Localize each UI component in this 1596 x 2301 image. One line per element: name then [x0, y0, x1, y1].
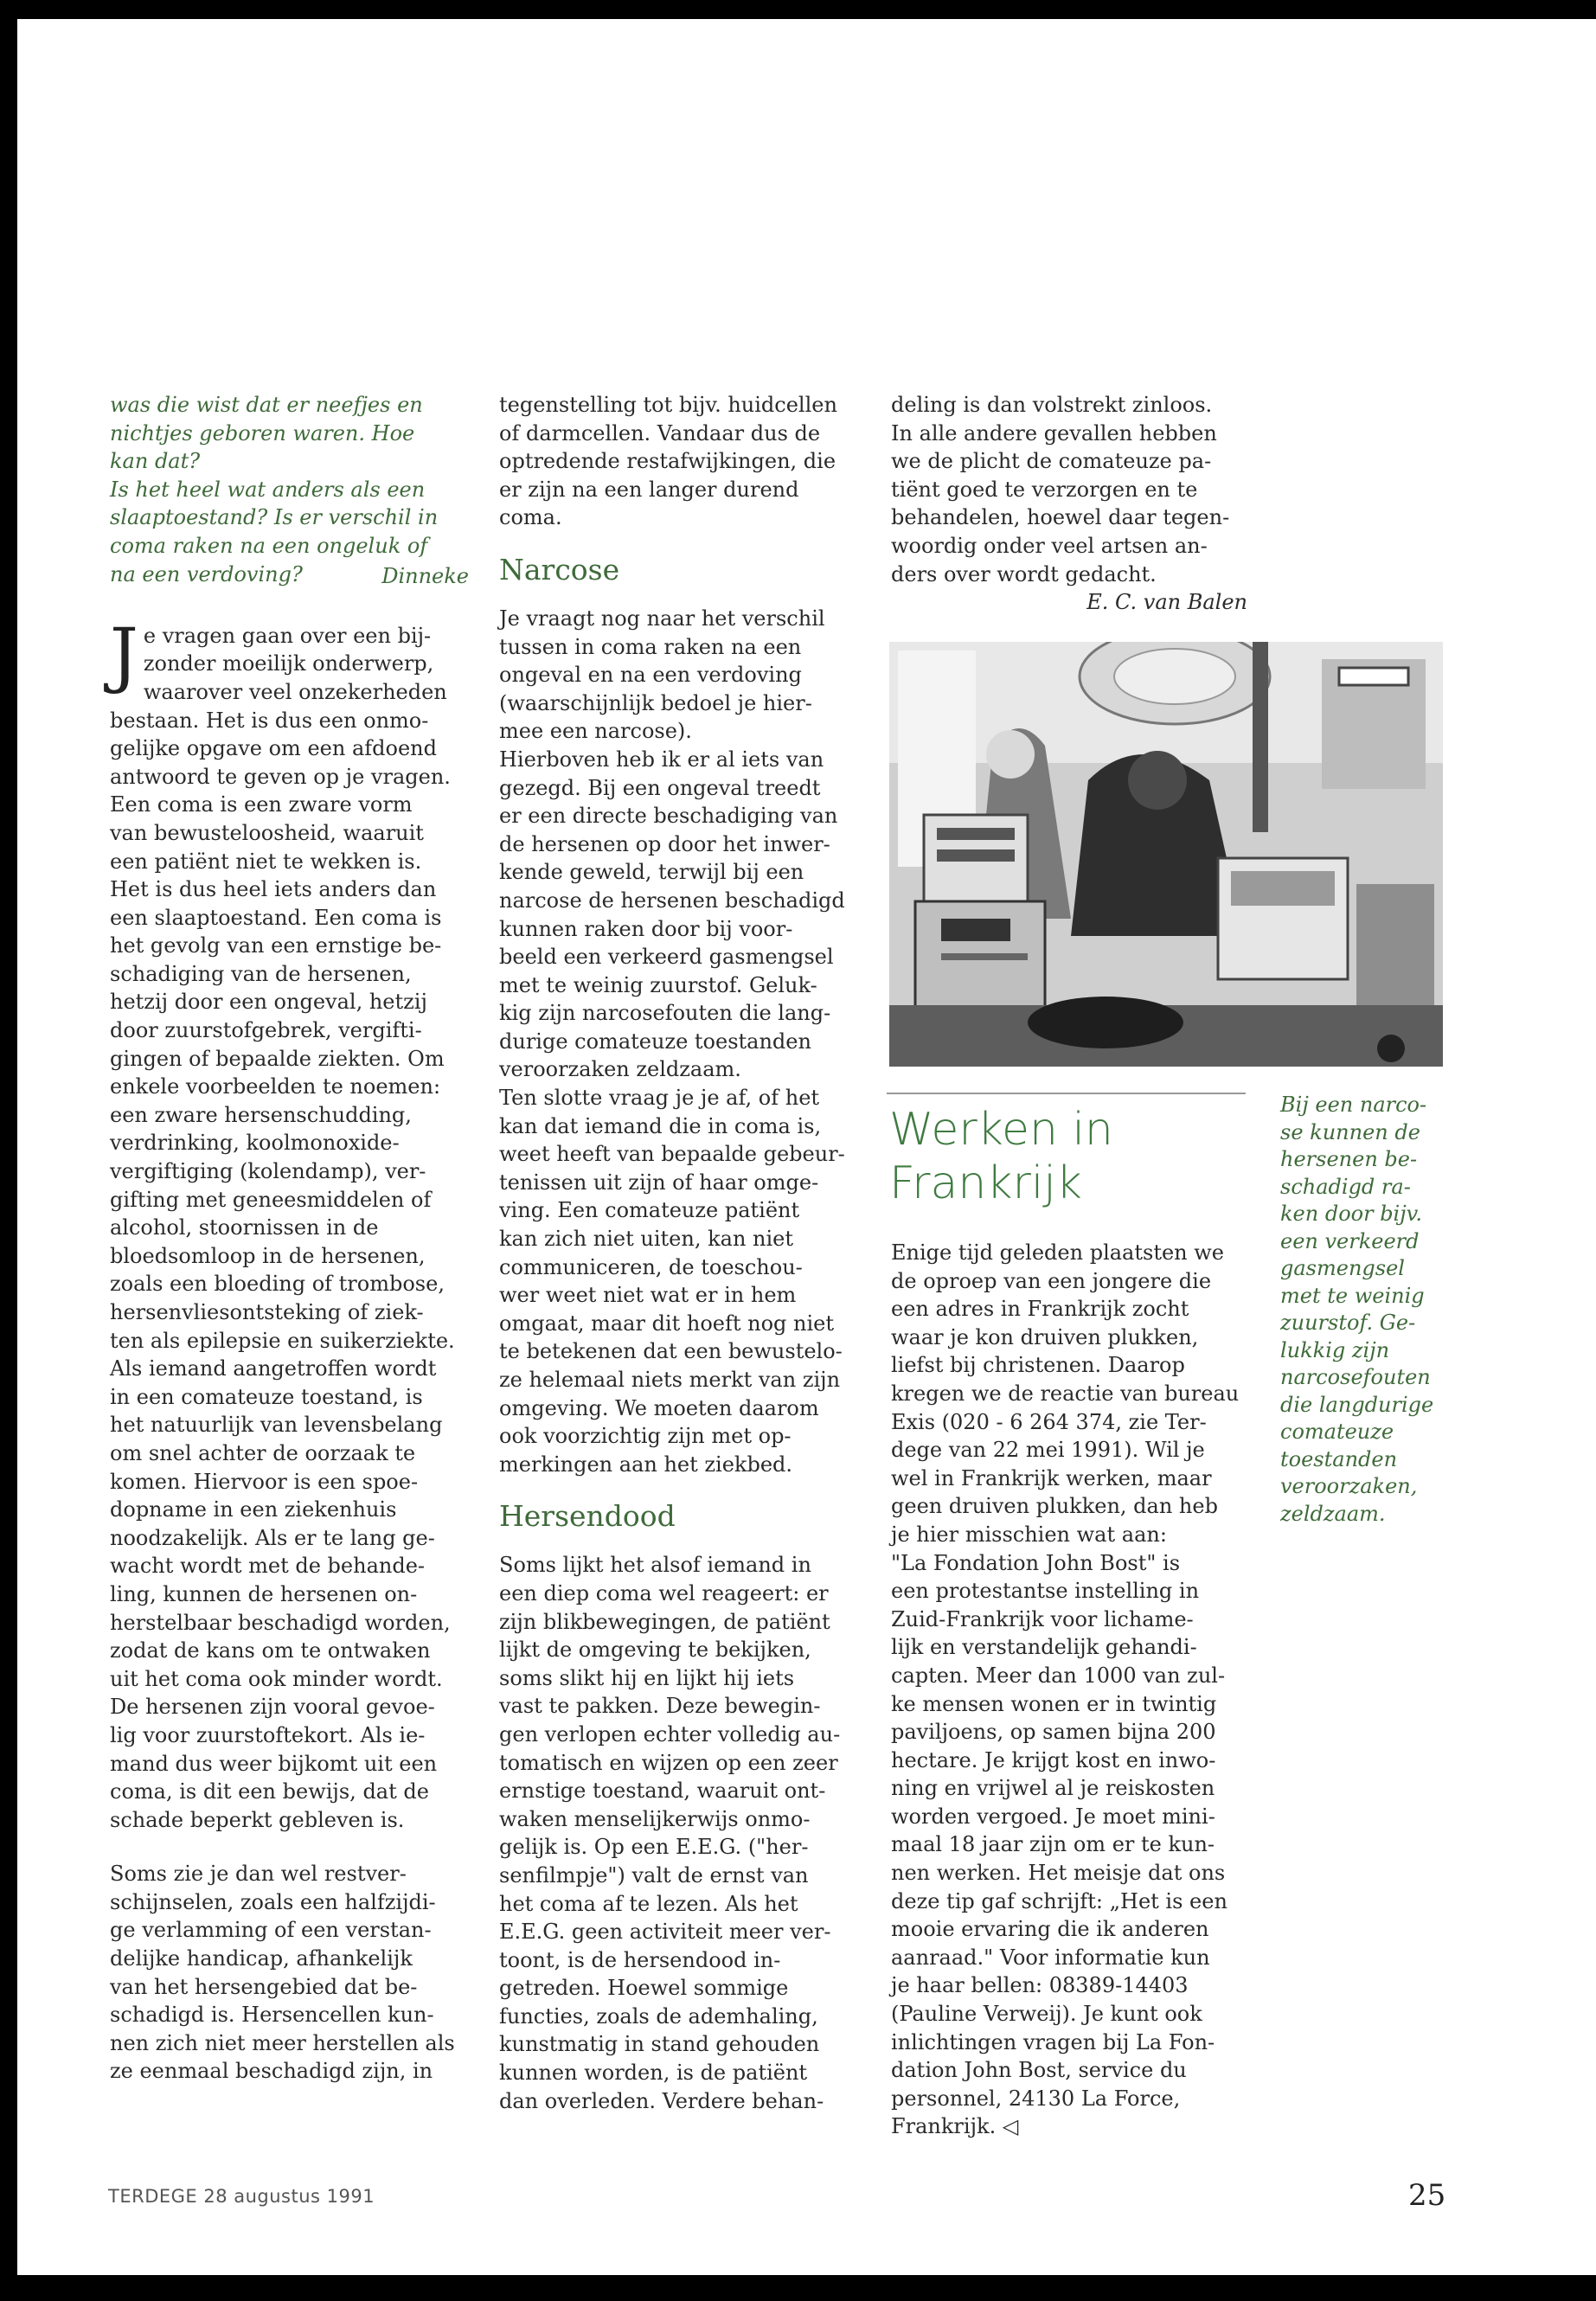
body-line: alcohol, stoornissen in de — [110, 1215, 379, 1240]
body-line: weet heeft van bepaalde gebeur- — [499, 1142, 845, 1167]
body-line: Je vraagt nog naar het verschil — [499, 606, 825, 631]
body-line: je haar bellen: 08389-14403 — [891, 1973, 1189, 1998]
operating-room-photo — [889, 642, 1443, 1067]
caption-line: zeldzaam. — [1280, 1501, 1386, 1526]
body-line: een slaaptoestand. Een coma is — [110, 905, 442, 930]
body-line: behandelen, hoewel daar tegen- — [891, 505, 1230, 530]
reader-signature: Dinneke — [381, 564, 469, 589]
answer-body — [110, 613, 469, 1835]
body-line: Zuid-Frankrijk voor lichame- — [891, 1606, 1194, 1631]
body-line: om snel achter de oorzaak te — [110, 1440, 416, 1465]
body-line: mooie ervaring die ik anderen — [891, 1917, 1209, 1942]
body-line: tomatisch en wijzen op een zeer — [499, 1750, 838, 1775]
body-line: een patiënt niet te wekken is. — [110, 849, 422, 874]
body-line: Enige tijd geleden plaatsten we — [891, 1240, 1224, 1265]
body-line: communiceren, de toeschou- — [499, 1254, 803, 1279]
caption-line: toestanden — [1280, 1446, 1398, 1471]
body-line: zodat de kans om te ontwaken — [110, 1638, 431, 1663]
body-line: te betekenen dat een bewustelo- — [499, 1339, 843, 1364]
body-line: gelijk is. Op een E.E.G. ("her- — [499, 1835, 809, 1860]
body-line: kunstmatig in stand gehouden — [499, 2032, 820, 2057]
body-line: kan zich niet uiten, kan niet — [499, 1227, 794, 1252]
body-line: Soms lijkt het alsof iemand in — [499, 1553, 811, 1578]
body-line: (waarschijnlijk bedoel je hier- — [499, 690, 812, 715]
body-line: wel in Frankrijk werken, maar — [891, 1465, 1212, 1490]
body-line: met te weinig zuurstof. Geluk- — [499, 972, 817, 997]
body-line: Een coma is een zware vorm — [110, 792, 413, 817]
body-line: toont, is de hersendood in- — [499, 1947, 781, 1972]
body-line: er zijn na een langer durend — [499, 477, 799, 502]
body-line: het gevolg van een ernstige be- — [110, 933, 442, 958]
body-line: bestaan. Het is dus een onmo- — [110, 708, 429, 733]
body-line: soms slikt hij en lijkt hij iets — [499, 1665, 795, 1690]
body-line: tenissen uit zijn of haar omge- — [499, 1170, 819, 1195]
body-line: het natuurlijk van levensbelang — [110, 1413, 443, 1438]
body-line: ten als epilepsie en suikerziekte. — [110, 1328, 455, 1353]
body-line: paviljoens, op samen bijna 200 — [891, 1720, 1216, 1745]
article-headline: Werken in Frankrijk — [889, 1104, 1113, 1209]
body-line: de hersenen op door het inwer- — [499, 831, 830, 856]
body-line: verdrinking, koolmonoxide- — [110, 1131, 400, 1156]
intro-line: na een verdoving? — [110, 561, 303, 586]
body-line: kunnen raken door bij voor- — [499, 916, 793, 941]
caption-line: veroorzaken, — [1280, 1474, 1418, 1498]
body-line: Het is dus heel iets anders dan — [110, 877, 437, 902]
body-line: delijke handicap, afhankelijk — [110, 1946, 413, 1971]
caption-line: comateuze — [1280, 1420, 1394, 1444]
caption-line: schadigd ra- — [1280, 1174, 1411, 1199]
body-line: door zuurstofgebrek, vergifti- — [110, 1018, 422, 1043]
body-line: van bewusteloosheid, waaruit — [110, 820, 424, 845]
body-line: kig zijn narcosefouten die lang- — [499, 1001, 831, 1026]
caption-line: narcosefouten — [1280, 1365, 1431, 1389]
body-line: dege van 22 mei 1991). Wil je — [891, 1438, 1205, 1463]
body-line: gingen of bepaalde ziekten. Om — [110, 1046, 445, 1071]
narcose-heading: Narcose — [499, 552, 620, 586]
left-column — [110, 391, 469, 2086]
body-line: gifting met geneesmiddelen of — [110, 1187, 432, 1212]
article-divider — [887, 1093, 1246, 1094]
body-line: gelijke opgave om een afdoend — [110, 736, 437, 761]
body-line: ders over wordt gedacht. — [891, 561, 1157, 586]
body-line: gezegd. Bij een ongeval treedt — [499, 775, 821, 800]
body-line: Frankrijk. ◁ — [891, 2114, 1019, 2139]
caption-line: zuurstof. Ge- — [1280, 1311, 1416, 1335]
body-line: dan overleden. Verdere behan- — [499, 2088, 824, 2113]
body-line: enkele voorbeelden te noemen: — [110, 1074, 441, 1099]
body-line: kregen we de reactie van bureau — [891, 1381, 1240, 1406]
body-line: een protestantse instelling in — [891, 1579, 1200, 1604]
body-line: van het hersengebied dat be- — [110, 1974, 418, 1999]
body-line: functies, zoals de ademhaling, — [499, 2003, 818, 2029]
body-line: liefst bij christenen. Daarop — [891, 1353, 1185, 1378]
body-line: tegenstelling tot bijv. huidcellen — [499, 393, 837, 417]
body-line: mand dus weer bijkomt uit een — [110, 1751, 438, 1776]
body-line: het coma af te lezen. Als het — [499, 1891, 798, 1916]
body-line: worden vergoed. Je moet mini- — [891, 1804, 1215, 1829]
caption-line: ken door bijv. — [1280, 1202, 1423, 1226]
body-line: kan dat iemand die in coma is, — [499, 1113, 822, 1138]
body-line: ernstige toestand, waaruit ont- — [499, 1779, 826, 1804]
answer-body-continued — [110, 1860, 469, 2086]
body-line: vergiftiging (kolendamp), ver- — [110, 1159, 426, 1184]
body-line: capten. Meer dan 1000 van zul- — [891, 1663, 1226, 1688]
body-line: getreden. Hoewel sommige — [499, 1976, 789, 2001]
body-line: narcose de hersenen beschadigd — [499, 888, 845, 913]
body-line: personnel, 24130 La Force, — [891, 2086, 1181, 2111]
body-line: lijk en verstandelijk gehandi- — [891, 1635, 1197, 1660]
body-line: een zware hersenschudding, — [110, 1102, 412, 1127]
body-line: wacht wordt met de behande- — [110, 1554, 426, 1579]
body-line: ongeval en na een verdoving — [499, 663, 802, 688]
body-line: schadiging van de hersenen, — [110, 961, 412, 986]
footer-issue: TERDEGE 28 augustus 1991 — [108, 2186, 375, 2207]
body-line: omgeving. We moeten daarom — [499, 1395, 819, 1420]
drop-cap: J — [110, 613, 138, 696]
body-line: ge verlamming of een verstan- — [110, 1918, 432, 1943]
scan-border-bottom — [0, 2275, 1596, 2301]
body-line: In alle andere gevallen hebben — [891, 420, 1217, 445]
body-line: Ten slotte vraag je je af, of het — [499, 1086, 820, 1111]
body-line: komen. Hiervoor is een spoe- — [110, 1469, 419, 1494]
body-line: merkingen aan het ziekbed. — [499, 1452, 793, 1477]
body-line: mee een narcose). — [499, 719, 692, 744]
body-line: Als iemand aangetroffen wordt — [110, 1356, 437, 1381]
body-line: aanraad." Voor informatie kun — [891, 1945, 1210, 1970]
body-line: inlichtingen vragen bij La Fon- — [891, 2029, 1215, 2054]
body-line: deze tip gaf schrijft: „Het is een — [891, 1888, 1227, 1913]
body-line: nen zich niet meer herstellen als — [110, 2030, 455, 2055]
body-line: hersenvliesontsteking of ziek- — [110, 1300, 424, 1324]
body-line: geen druiven plukken, dan heb — [891, 1494, 1218, 1519]
intro-line: was die wist dat er neefjes en — [110, 393, 423, 417]
body-line: waken menselijkerwijs onmo- — [499, 1806, 811, 1831]
body-line: noodzakelijk. Als er te lang ge- — [110, 1525, 435, 1550]
body-line: een diep coma wel reageert: er — [499, 1580, 829, 1606]
body-line: nen werken. Het meisje dat ons — [891, 1861, 1226, 1886]
caption-line: lukkig zijn — [1280, 1337, 1390, 1362]
body-line: ning en vrijwel al je reiskosten — [891, 1776, 1215, 1801]
author-signature: E. C. van Balen — [1086, 590, 1247, 615]
body-line: "La Fondation John Bost" is — [891, 1550, 1181, 1575]
scan-border-top — [0, 0, 1596, 19]
intro-line: Is het heel wat anders als een — [110, 477, 426, 502]
body-line: de oproep van een jongere die — [891, 1268, 1212, 1293]
body-line: tussen in coma raken na een — [499, 634, 802, 659]
body-line: kunnen worden, is de patiënt — [499, 2061, 808, 2086]
body-line: schade beperkt gebleven is. — [110, 1807, 405, 1832]
body-line: herstelbaar beschadigd worden, — [110, 1610, 451, 1635]
body-line: je hier misschien wat aan: — [891, 1522, 1167, 1547]
body-line: lig voor zuurstoftekort. Als ie- — [110, 1722, 426, 1747]
caption-line: se kunnen de — [1280, 1119, 1420, 1144]
body-line: schadigd is. Hersencellen kun- — [110, 2003, 434, 2028]
body-line: een adres in Frankrijk zocht — [891, 1297, 1189, 1322]
scan-border-left — [0, 0, 17, 2301]
body-line: schijnselen, zoals een halfzijdi- — [110, 1889, 436, 1914]
caption-line: gasmengsel — [1280, 1256, 1405, 1280]
body-line: Hierboven heb ik er al iets van — [499, 747, 824, 772]
hersendood-heading: Hersendood — [499, 1499, 676, 1534]
body-line: hectare. Je krijgt kost en inwo- — [891, 1747, 1216, 1772]
body-line: waarover veel onzekerheden — [143, 679, 447, 704]
body-line: bloedsomloop in de hersenen, — [110, 1243, 426, 1268]
body-line: ze eenmaal beschadigd zijn, in — [110, 2059, 433, 2084]
body-line: ling, kunnen de hersenen on- — [110, 1581, 418, 1606]
body-line: ze helemaal niets merkt van zijn — [499, 1368, 841, 1392]
body-line: ving. Een comateuze patiënt — [499, 1198, 800, 1223]
body-line: coma. — [499, 505, 562, 530]
caption-line: met te weinig — [1280, 1283, 1425, 1308]
body-line: Exis (020 - 6 264 374, zie Ter- — [891, 1409, 1207, 1434]
reader-question — [110, 391, 469, 591]
body-line: beeld een verkeerd gasmengsel — [499, 945, 834, 970]
body-line: wer weet niet wat er in hem — [499, 1283, 797, 1308]
body-line: zonder moeilijk onderwerp, — [143, 651, 434, 676]
body-line: (Pauline Verweij). Je kunt ook — [891, 2002, 1202, 2027]
intro-line: kan dat? — [110, 449, 201, 474]
body-line: gen verlopen echter volledig au- — [499, 1721, 841, 1747]
middle-column — [499, 391, 858, 2115]
caption-line: hersenen be- — [1280, 1147, 1418, 1171]
body-line: zijn blikbewegingen, de patiënt — [499, 1609, 830, 1634]
body-line: maal 18 jaar zijn om er te kun- — [891, 1832, 1215, 1857]
body-line: Soms zie je dan wel restver- — [110, 1862, 407, 1887]
body-line: coma, is dit een bewijs, dat de — [110, 1779, 429, 1804]
body-line: deling is dan volstrekt zinloos. — [891, 393, 1213, 417]
body-line: omgaat, maar dit hoeft nog niet — [499, 1311, 835, 1336]
body-line: dation John Bost, service du — [891, 2058, 1187, 2083]
intro-line: slaaptoestand? Is er verschil in — [110, 505, 439, 530]
body-line: vast te pakken. Deze bewegin- — [499, 1694, 821, 1719]
body-line: er een directe beschadiging van — [499, 804, 838, 829]
photo-caption — [1280, 1092, 1453, 1528]
body-line: dopname in een ziekenhuis — [110, 1497, 397, 1522]
body-line: woordig onder veel artsen an- — [891, 533, 1208, 558]
body-line: lijkt de omgeving te bekijken, — [499, 1638, 811, 1663]
body-line: veroorzaken zeldzaam. — [499, 1057, 741, 1082]
body-line: optredende restafwijkingen, die — [499, 449, 836, 474]
body-line: E.E.G. geen activiteit meer ver- — [499, 1920, 831, 1945]
body-line: hetzij door een ongeval, hetzij — [110, 990, 427, 1015]
article-werken-in-frankrijk — [891, 1239, 1254, 2141]
body-line: e vragen gaan over een bij- — [143, 623, 432, 648]
body-line: zoals een bloeding of trombose, — [110, 1272, 445, 1297]
intro-line: coma raken na een ongeluk of — [110, 533, 428, 558]
body-line: ook voorzichtig zijn met op- — [499, 1424, 792, 1449]
body-line: ke mensen wonen er in twintig — [891, 1691, 1217, 1716]
body-line: senfilmpje") valt de ernst van — [499, 1862, 809, 1888]
page-number: 25 — [1408, 2178, 1446, 2213]
body-line: De hersenen zijn vooral gevoe- — [110, 1695, 435, 1720]
body-line: tiënt goed te verzorgen en te — [891, 477, 1198, 502]
caption-line: die langdurige — [1280, 1392, 1434, 1417]
right-column-top — [891, 391, 1254, 617]
body-line: in een comateuze toestand, is — [110, 1384, 423, 1409]
body-line: durige comateuze toestanden — [499, 1029, 811, 1054]
body-line: we de plicht de comateuze pa- — [891, 449, 1212, 474]
body-line: of darmcellen. Vandaar dus de — [499, 420, 821, 445]
intro-line: nichtjes geboren waren. Hoe — [110, 420, 415, 445]
caption-line: een verkeerd — [1280, 1228, 1420, 1253]
caption-line: Bij een narco- — [1280, 1093, 1427, 1117]
body-line: waar je kon druiven plukken, — [891, 1324, 1199, 1349]
body-line: kende geweld, terwijl bij een — [499, 860, 804, 885]
body-line: antwoord te geven op je vragen. — [110, 764, 451, 789]
body-line: uit het coma ook minder wordt. — [110, 1666, 443, 1691]
